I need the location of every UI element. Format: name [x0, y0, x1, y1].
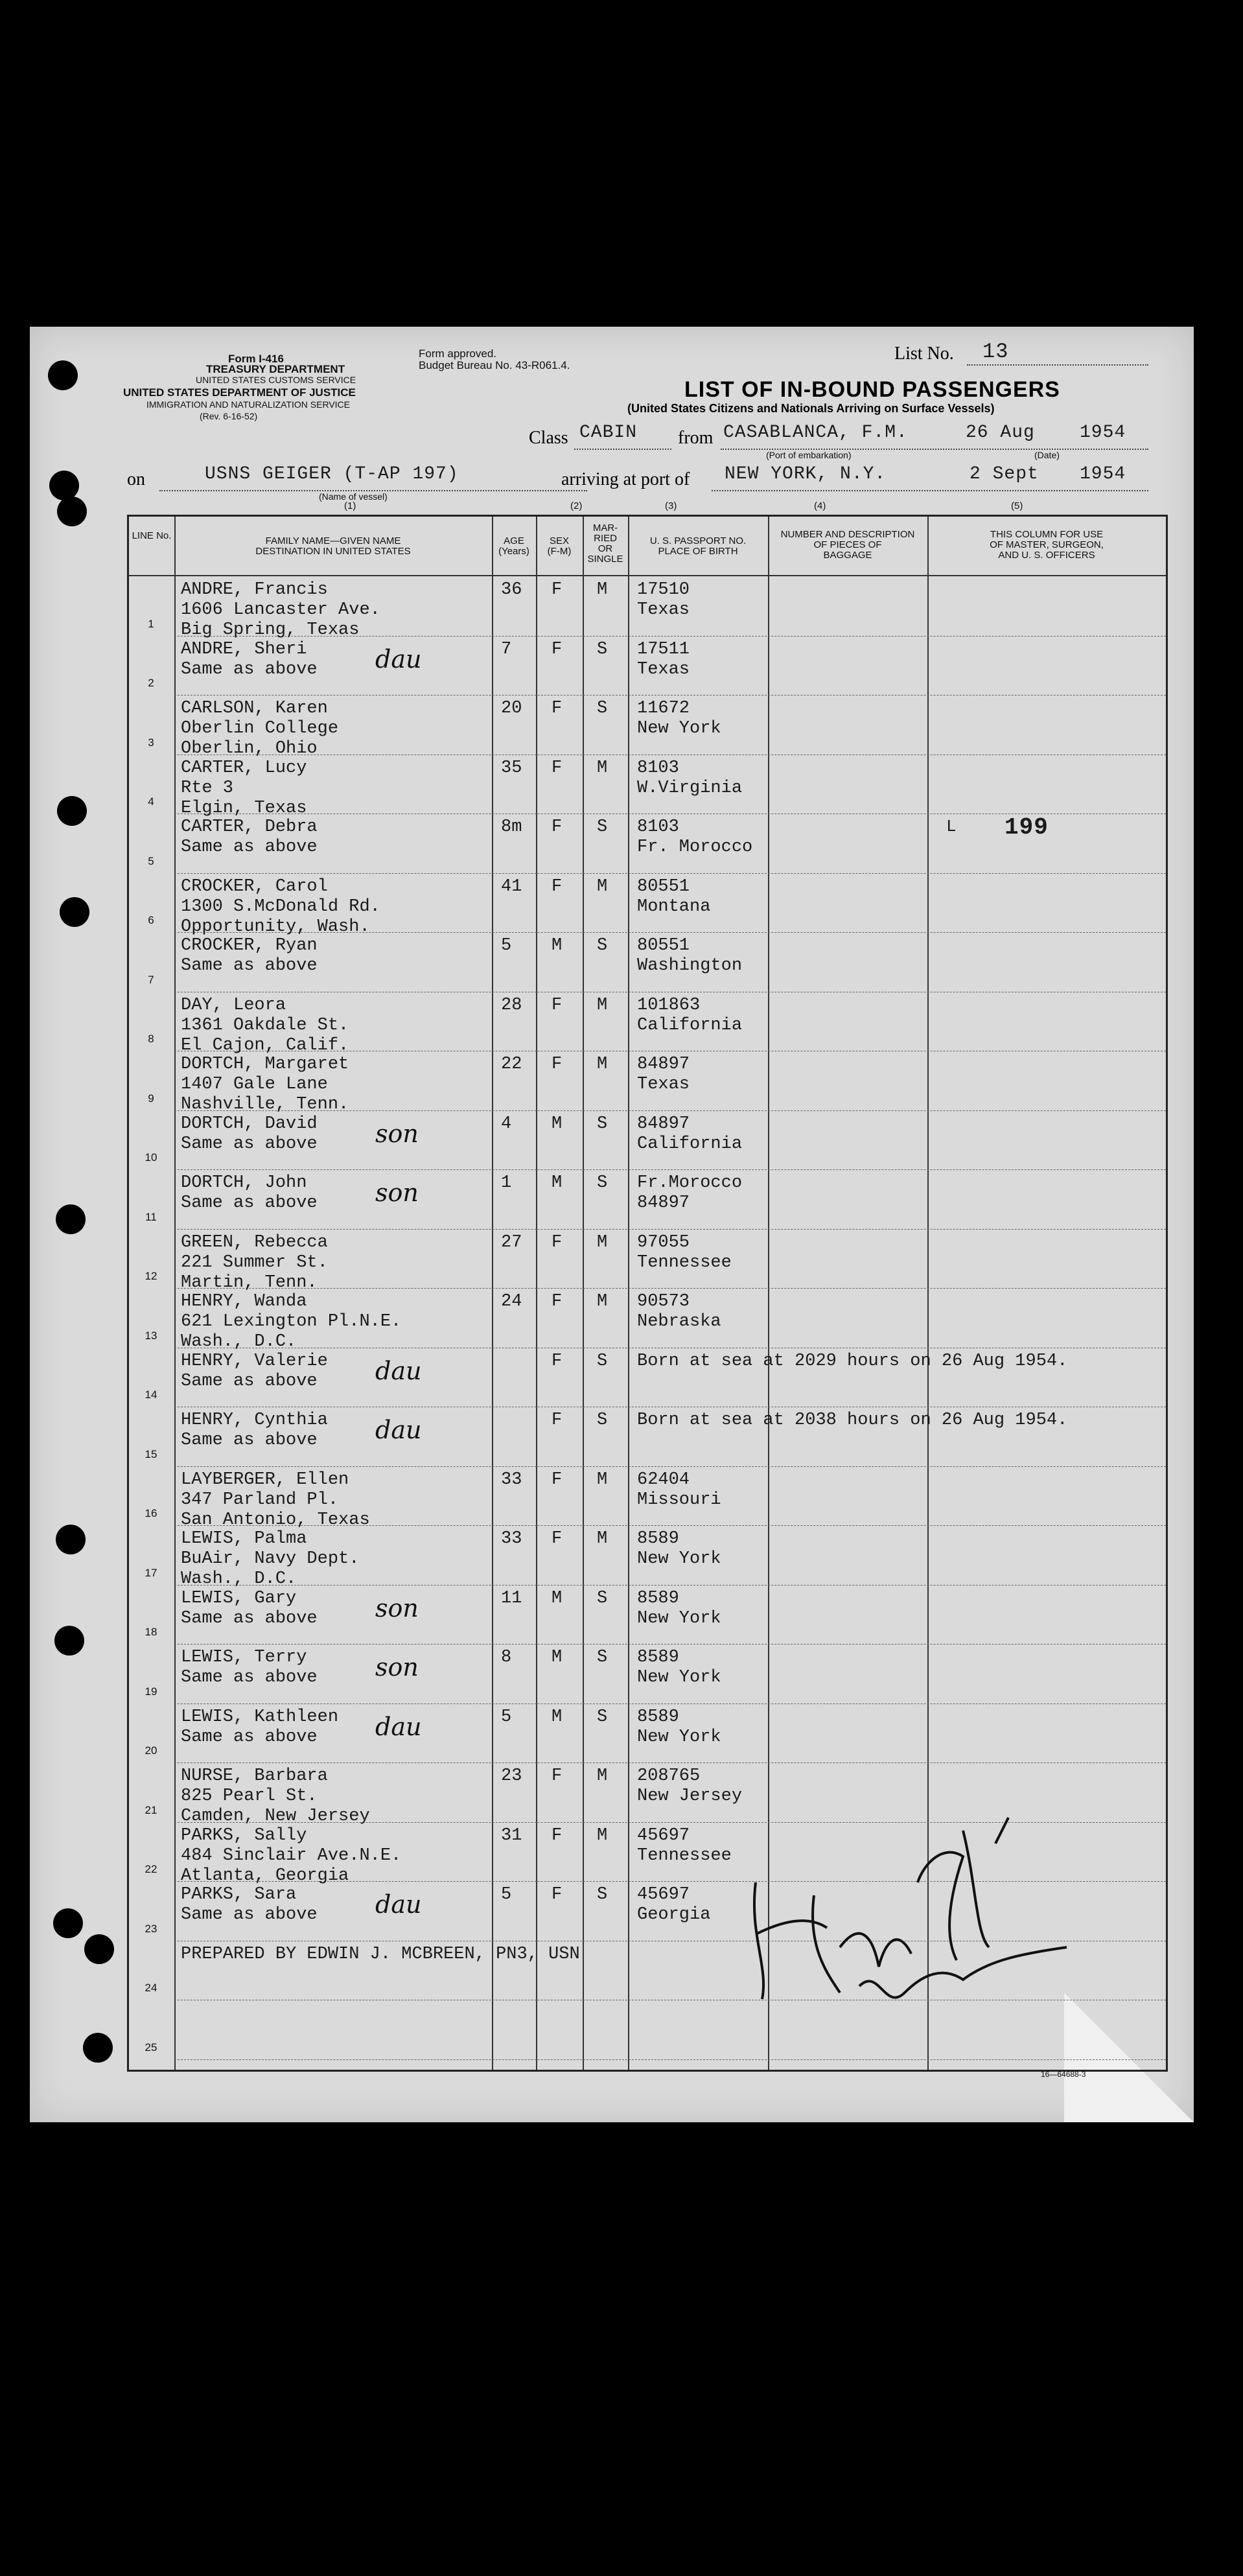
line-number: 2 [148, 677, 154, 689]
col-divider [492, 517, 493, 2070]
handwritten-relation: son [375, 1593, 419, 1622]
line-number: 12 [145, 1270, 157, 1282]
line-number: 11 [145, 1210, 157, 1223]
passenger-name-destination: LEWIS, Palma BuAir, Navy Dept. Wash., D.C. [181, 1529, 360, 1589]
passenger-marital-status: S [597, 1588, 608, 1608]
passenger-name-destination: HENRY, Valerie Same as above [181, 1351, 328, 1391]
port-of-embarkation: CASABLANCA, F.M. [723, 423, 908, 443]
vessel-name: USNS GEIGER (T-AP 197) [205, 464, 459, 484]
col-number: (1) [344, 500, 356, 511]
vessel-caption: (Name of vessel) [319, 491, 388, 502]
passenger-sex: F [552, 1529, 563, 1549]
passenger-age: 31 [501, 1825, 522, 1845]
passenger-sex: F [552, 699, 563, 718]
header-passport: U. S. PASSPORT NO. PLACE OF BIRTH [649, 535, 747, 557]
passenger-marital-status: M [597, 995, 608, 1015]
passport-place-of-birth: 208765 New Jersey [637, 1766, 743, 1806]
col-number: (5) [1011, 500, 1023, 511]
passenger-age: 8m [501, 817, 522, 837]
punch-hole [57, 497, 87, 526]
line-number: 22 [145, 1863, 157, 1875]
line-number: 17 [145, 1566, 157, 1579]
passenger-age: 5 [501, 936, 512, 955]
col-divider [628, 517, 629, 2070]
list-label: List No. [894, 344, 954, 364]
row-divider [174, 1229, 1166, 1230]
date-caption: (Date) [1034, 450, 1060, 460]
punch-hole [48, 360, 78, 390]
row-divider [174, 873, 1166, 874]
passenger-name-destination: LEWIS, Terry Same as above [181, 1648, 318, 1687]
passenger-sex: F [552, 639, 563, 659]
passenger-marital-status: S [597, 1411, 608, 1430]
handwritten-relation: son [375, 1178, 419, 1207]
passport-place-of-birth: 8103 Fr. Morocco [637, 817, 753, 857]
row-divider [174, 1644, 1166, 1645]
handwritten-relation: son [375, 1119, 419, 1148]
justice-dept: UNITED STATES DEPARTMENT OF JUSTICE [123, 386, 356, 399]
passenger-age: 20 [501, 699, 522, 718]
line-number: 6 [148, 914, 154, 926]
form-number: Form I-416 [228, 353, 284, 365]
passenger-marital-status: S [597, 1351, 608, 1371]
passport-place-of-birth: 45697 Georgia [637, 1885, 711, 1925]
class-label: Class [529, 428, 568, 448]
passenger-sex: F [552, 1411, 563, 1430]
passenger-name-destination: CROCKER, Ryan Same as above [181, 936, 318, 976]
punch-hole [54, 1626, 84, 1656]
passenger-age: 22 [501, 1055, 522, 1074]
passport-place-of-birth: 17511 Texas [637, 639, 690, 679]
passenger-name-destination: HENRY, Cynthia Same as above [181, 1411, 328, 1450]
passenger-marital-status: M [597, 1469, 608, 1490]
line-number: 20 [145, 1744, 157, 1757]
header-name: FAMILY NAME—GIVEN NAME DESTINATION IN UNITED STATES [255, 535, 411, 557]
passenger-name-destination: DAY, Leora 1361 Oakdale St. El Cajon, Calif. [181, 995, 349, 1055]
passenger-age: 27 [501, 1232, 522, 1252]
passenger-sex: M [552, 1173, 563, 1193]
col-number: (2) [570, 500, 583, 511]
class-value: CABIN [579, 423, 638, 443]
line-number: 25 [145, 2041, 157, 2054]
passenger-marital-status: M [597, 580, 608, 600]
arriving-label: arriving at port of [561, 469, 690, 489]
passenger-name-destination: DORTCH, David Same as above [181, 1114, 318, 1154]
handwritten-relation: dau [375, 1712, 422, 1741]
passenger-sex: F [552, 1351, 563, 1371]
passenger-name-destination: CROCKER, Carol 1300 S.McDonald Rd. Opportunity, Wash. [181, 876, 380, 937]
header-baggage: NUMBER AND DESCRIPTION OF PIECES OF BAGGAGE [780, 529, 915, 561]
line-number: 9 [148, 1092, 154, 1105]
passenger-sex: F [552, 817, 563, 837]
port-caption: (Port of embarkation) [766, 450, 852, 460]
passenger-marital-status: M [597, 1529, 608, 1549]
passenger-age: 36 [501, 580, 522, 600]
line-number: 7 [148, 973, 154, 986]
passenger-sex: F [552, 580, 563, 600]
passenger-age: 24 [501, 1292, 522, 1311]
passenger-name-destination: HENRY, Wanda 621 Lexington Pl.N.E. Wash., D.C. [181, 1292, 402, 1352]
line-number: 5 [148, 854, 154, 867]
passport-place-of-birth: Born at sea at 2038 hours on 26 Aug 1954. [637, 1411, 1068, 1430]
line-number: 10 [145, 1151, 157, 1164]
punch-hole [56, 1525, 86, 1554]
passenger-sex: F [552, 876, 563, 896]
ins: IMMIGRATION AND NATURALIZATION SERVICE [146, 399, 350, 410]
passport-place-of-birth: 8589 New York [637, 1588, 721, 1628]
line-number: 24 [145, 1982, 157, 1994]
passenger-age: 33 [501, 1529, 522, 1549]
passenger-sex: F [552, 1766, 563, 1786]
col-number: (4) [814, 500, 826, 511]
passport-place-of-birth: 45697 Tennessee [637, 1825, 732, 1866]
passenger-age: 23 [501, 1766, 522, 1786]
passport-place-of-birth: 80551 Montana [637, 876, 711, 917]
passenger-marital-status: M [597, 1825, 608, 1845]
passenger-marital-status: M [597, 1292, 608, 1311]
passport-place-of-birth: 84897 Texas [637, 1055, 690, 1094]
customs-service: UNITED STATES CUSTOMS SERVICE [196, 375, 356, 385]
passenger-name-destination: GREEN, Rebecca 221 Summer St. Martin, Tenn. [181, 1232, 328, 1293]
passenger-name-destination: PARKS, Sally 484 Sinclair Ave.N.E. Atlanta, Georgia [181, 1825, 402, 1886]
punch-hole [53, 1908, 83, 1938]
passenger-age: 8 [501, 1648, 512, 1667]
page-title: LIST OF IN-BOUND PASSENGERS [684, 377, 1060, 402]
line-number: 21 [145, 1803, 157, 1816]
departure-date: 26 Aug [966, 423, 1035, 443]
passenger-age: 5 [501, 1707, 512, 1727]
passenger-age: 28 [501, 995, 522, 1015]
from-label: from [678, 428, 714, 448]
passenger-marital-status: S [597, 1173, 608, 1193]
line-number: 4 [148, 795, 154, 808]
passenger-marital-status: S [597, 817, 608, 837]
passenger-name-destination: CARLSON, Karen Oberlin College Oberlin, Ohio [181, 699, 339, 758]
punch-hole [84, 1934, 114, 1964]
passenger-marital-status: S [597, 1707, 608, 1727]
passenger-sex: F [552, 1885, 563, 1904]
form-code: 16—64688-3 [1041, 2070, 1086, 2079]
passenger-name-destination: NURSE, Barbara 825 Pearl St. Camden, New Jersey [181, 1766, 370, 1826]
page-subtitle: (United States Citizens and Nationals Arriving on Surface Vessels) [627, 402, 995, 415]
passenger-age: 7 [501, 639, 512, 659]
line-number: 1 [148, 617, 154, 630]
department: TREASURY DEPARTMENT [206, 363, 345, 375]
passenger-age: 33 [501, 1469, 522, 1490]
line-number: 8 [148, 1033, 154, 1045]
passenger-marital-status: S [597, 936, 608, 955]
passenger-sex: F [552, 995, 563, 1015]
passport-place-of-birth: 62404 Missouri [637, 1469, 721, 1510]
passenger-name-destination: CARTER, Lucy Rte 3 Elgin, Texas [181, 758, 307, 818]
passenger-name-destination: LAYBERGER, Ellen 347 Parland Pl. San Antonio, Texas [181, 1469, 370, 1530]
passenger-marital-status: M [597, 1232, 608, 1252]
line-number: 13 [145, 1329, 157, 1342]
passenger-marital-status: S [597, 1648, 608, 1667]
passport-place-of-birth: 17510 Texas [637, 580, 690, 620]
passenger-marital-status: M [597, 758, 608, 778]
passenger-marital-status: M [597, 876, 608, 896]
row-divider [174, 1466, 1166, 1467]
budget-bureau: Budget Bureau No. 43-R061.4. [419, 359, 570, 371]
passport-place-of-birth: 97055 Tennessee [637, 1232, 732, 1272]
header-officers: THIS COLUMN FOR USE OF MASTER, SURGEON, AND U. S. OFFICERS [990, 529, 1104, 561]
col-divider [174, 517, 176, 2070]
passport-place-of-birth: 8589 New York [637, 1707, 721, 1747]
manifest-sheet [30, 327, 1194, 2122]
passenger-sex: M [552, 1707, 563, 1727]
line-number: 19 [145, 1685, 157, 1698]
passenger-sex: F [552, 758, 563, 778]
handwritten-relation: son [375, 1653, 419, 1681]
passenger-sex: M [552, 1114, 563, 1134]
handwritten-relation: dau [375, 644, 422, 673]
stamp-number: 199 [1005, 814, 1049, 841]
header-sex: SEX (F-M) [547, 535, 572, 557]
passenger-marital-status: S [597, 1114, 608, 1134]
line-number: 3 [148, 736, 154, 749]
passenger-name-destination: DORTCH, Margaret 1407 Gale Lane Nashville, Tenn. [181, 1055, 349, 1114]
line-number: 14 [145, 1388, 157, 1401]
passenger-name-destination: CARTER, Debra Same as above [181, 817, 318, 857]
passenger-sex: F [552, 1292, 563, 1311]
passenger-marital-status: M [597, 1766, 608, 1786]
header-married: MAR- RIED OR SINGLE [587, 522, 623, 565]
passport-place-of-birth: 84897 California [637, 1114, 743, 1154]
arrival-year: 1954 [1080, 464, 1126, 484]
form-approved: Form approved. [419, 347, 496, 360]
line-number: 16 [145, 1507, 157, 1519]
passenger-age: 11 [501, 1588, 522, 1608]
passenger-name-destination: PREPARED BY EDWIN J. MCBREEN, PN3, USN [181, 1944, 580, 1964]
punch-hole [49, 471, 79, 500]
passenger-sex: F [552, 1469, 563, 1490]
line-number: 18 [145, 1626, 157, 1638]
passenger-name-destination: ANDRE, Sheri Same as above [181, 639, 318, 679]
passenger-age: 5 [501, 1885, 512, 1904]
passenger-name-destination: LEWIS, Gary Same as above [181, 1588, 318, 1628]
header-line-no: LINE No. [132, 530, 172, 541]
stamp-prefix: L [946, 817, 957, 836]
passport-place-of-birth: 8589 New York [637, 1648, 721, 1687]
arrival-port: NEW YORK, N.Y. [725, 464, 887, 484]
passenger-age: 4 [501, 1114, 512, 1134]
passenger-sex: F [552, 1825, 563, 1845]
row-divider [174, 695, 1166, 696]
handwritten-relation: dau [375, 1416, 422, 1444]
passenger-name-destination: LEWIS, Kathleen Same as above [181, 1707, 339, 1747]
row-divider [174, 1169, 1166, 1170]
handwritten-relation: dau [375, 1890, 422, 1919]
passenger-sex: M [552, 1588, 563, 1608]
passenger-sex: M [552, 936, 563, 955]
departure-year: 1954 [1080, 423, 1126, 443]
punch-hole [60, 897, 89, 927]
passenger-marital-status: S [597, 1885, 608, 1904]
passenger-marital-status: M [597, 1055, 608, 1074]
list-number: 13 [982, 340, 1009, 364]
punch-hole [56, 1204, 86, 1234]
passenger-marital-status: S [597, 699, 608, 718]
passenger-name-destination: ANDRE, Francis 1606 Lancaster Ave. Big Spring, Texas [181, 580, 380, 640]
arrival-date: 2 Sept [970, 464, 1039, 484]
punch-hole [57, 796, 87, 826]
passenger-name-destination: PARKS, Sara Same as above [181, 1885, 318, 1925]
passenger-age: 1 [501, 1173, 512, 1193]
passenger-sex: M [552, 1648, 563, 1667]
line-number: 15 [145, 1447, 157, 1460]
passport-place-of-birth: Fr.Morocco 84897 [637, 1173, 743, 1213]
passport-place-of-birth: 8103 W.Virginia [637, 758, 743, 798]
punch-hole [83, 2033, 113, 2063]
on-label: on [127, 469, 145, 489]
passenger-name-destination: DORTCH, John Same as above [181, 1173, 318, 1213]
passport-place-of-birth: 90573 Nebraska [637, 1292, 721, 1331]
passenger-sex: F [552, 1055, 563, 1074]
passenger-age: 35 [501, 758, 522, 778]
passport-place-of-birth: 11672 New York [637, 699, 721, 738]
passport-place-of-birth: 101863 California [637, 995, 743, 1035]
row-divider [174, 1762, 1166, 1763]
passenger-marital-status: S [597, 639, 608, 659]
header-age: AGE (Years) [498, 535, 529, 557]
officer-signature [730, 1805, 1093, 2019]
passport-place-of-birth: Born at sea at 2029 hours on 26 Aug 1954. [637, 1351, 1068, 1371]
col-divider [583, 517, 584, 2070]
line-number: 23 [145, 1922, 157, 1935]
row-divider [174, 2059, 1166, 2060]
passenger-sex: F [552, 1232, 563, 1252]
handwritten-relation: dau [375, 1356, 422, 1385]
revision: (Rev. 6-16-52) [200, 411, 258, 421]
passport-place-of-birth: 8589 New York [637, 1529, 721, 1569]
passenger-age: 41 [501, 876, 522, 896]
passport-place-of-birth: 80551 Washington [637, 936, 743, 976]
header-divider [129, 575, 1166, 576]
col-divider [536, 517, 537, 2070]
col-number: (3) [665, 500, 677, 511]
